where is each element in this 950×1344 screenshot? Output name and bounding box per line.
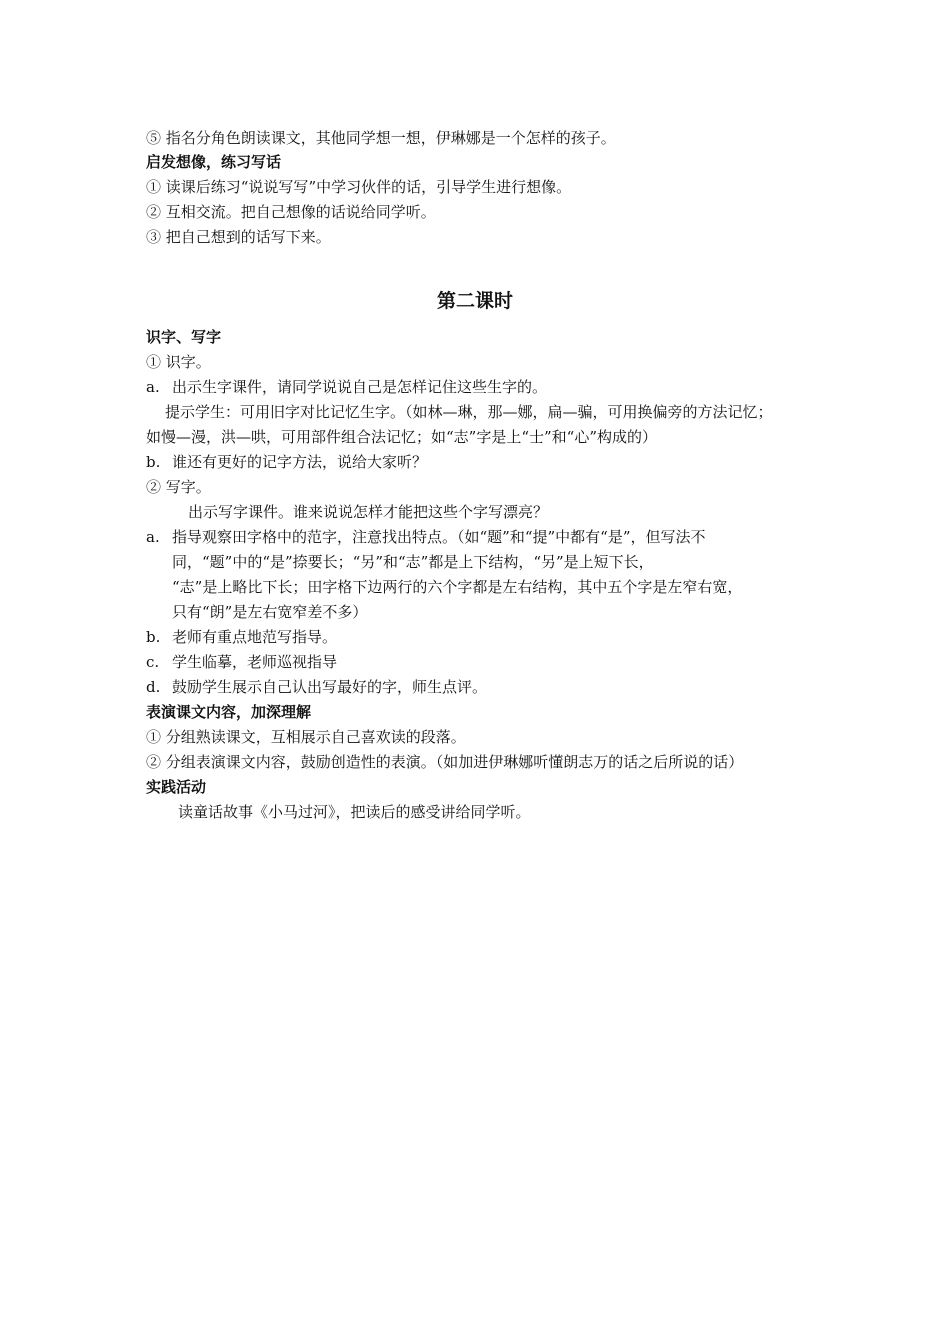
list-text: 老师有重点地范写指导。: [172, 628, 338, 646]
list-item-b2: [146, 626, 826, 648]
paragraph-item2: ② 互相交流。把自己想像的话说给同学听。: [146, 203, 436, 221]
list-label: b.: [146, 628, 161, 646]
tip-line-1: 提示学生：可用旧字对比记忆生字。（如林—琳，那—娜，扁—骗，可用换偏旁的方法记忆；: [165, 403, 773, 421]
paragraph-practice: 读童话故事《小马过河》，把读后的感受讲给同学听。: [178, 803, 531, 821]
paragraph-perf2: ② 分组表演课文内容，鼓励创造性的表演。（如加进伊琳娜听懂朗志万的话之后所说的话）: [146, 753, 744, 771]
section-heading-practice: 实践活动: [146, 778, 207, 796]
paragraph-item3: ③ 把自己想到的话写下来。: [146, 228, 331, 246]
section-heading-imagination: 启发想像，练习写话: [146, 153, 282, 171]
list-item-d2: [146, 676, 826, 698]
list-label: b.: [146, 453, 161, 471]
lesson-title: 第二课时: [436, 290, 513, 312]
list-text: 谁还有更好的记字方法，说给大家听？: [172, 453, 428, 471]
list-text: 鼓励学生展示自己认出写最好的字，师生点评。: [172, 678, 488, 696]
list-item-a2-line2: 同，“题”中的“是”捺要长；“另”和“志”都是上下结构，“另”是上短下长，: [172, 553, 654, 571]
subheading-xiezi: ② 写字。: [146, 478, 211, 496]
section-heading-performance: 表演课文内容，加深理解: [146, 703, 312, 721]
xiezi-intro: 出示写字课件。谁来说说怎样才能把这些个字写漂亮？: [188, 503, 549, 521]
list-label: c.: [146, 653, 160, 671]
list-label: d.: [146, 678, 161, 696]
paragraph-item5: ⑤ 指名分角色朗读课文，其他同学想一想，伊琳娜是一个怎样的孩子。: [146, 129, 616, 147]
list-item-a2-line4: 只有“朗”是左右宽窄差不多）: [172, 603, 368, 621]
tip-line-2: 如慢—漫，洪—哄，可用部件组合法记忆；如“志”字是上“士”和“心”构成的）: [146, 428, 658, 446]
list-text: 指导观察田字格中的范字，注意找出特点。（如“题”和“提”中都有“是”，但写法不: [172, 528, 706, 546]
list-item-a2: [146, 526, 826, 548]
paragraph-perf1: ① 分组熟读课文，互相展示自己喜欢读的段落。: [146, 728, 466, 746]
paragraph-item1: ① 读课后练习“说说写写”中学习伙伴的话，引导学生进行想像。: [146, 178, 572, 196]
list-item-b1: [146, 451, 826, 473]
list-item-a1: [146, 376, 826, 398]
list-item-a2-line3: “志”是上略比下长；田字格下边两行的六个字都是左右结构，其中五个字是左窄右宽，: [172, 578, 743, 596]
list-label: a.: [146, 528, 160, 546]
section-heading-literacy: 识字、写字: [146, 328, 222, 346]
list-item-c2: [146, 651, 826, 673]
list-label: a.: [146, 378, 160, 396]
list-text: 学生临摹，老师巡视指导: [172, 653, 338, 671]
subheading-shizi: ① 识字。: [146, 353, 211, 371]
list-text: 出示生字课件，请同学说说自己是怎样记住这些生字的。: [172, 378, 548, 396]
